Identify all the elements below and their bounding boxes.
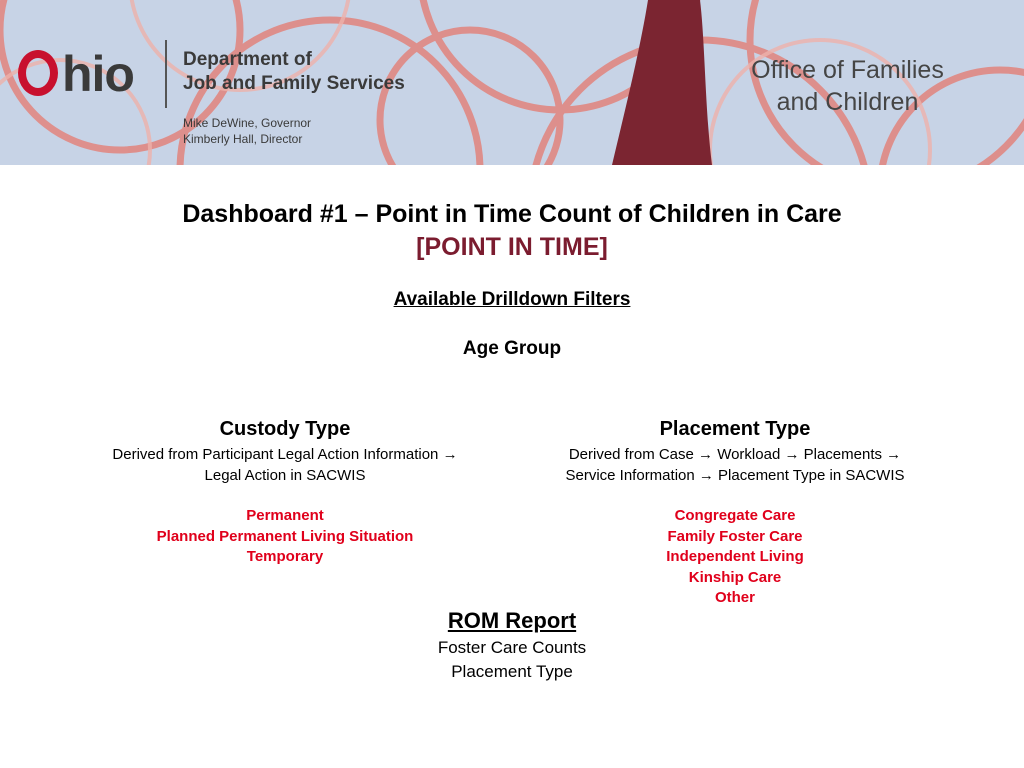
office-line-2: and Children <box>776 88 919 116</box>
custody-type-derivation <box>60 444 510 486</box>
placement-derivation-line-1: Derived from Case → Workload → Placements → <box>568 446 902 463</box>
governor-name: Mike DeWine, Governor <box>183 116 312 130</box>
list-item: Family Foster Care <box>667 527 803 545</box>
department-name <box>183 48 405 96</box>
rom-report-line-1: Foster Care Counts <box>437 638 587 657</box>
custody-type-section <box>60 415 510 568</box>
custody-type-heading: Custody Type <box>219 418 351 440</box>
list-item: Permanent <box>246 507 324 524</box>
ohio-logo-letters: hio <box>62 46 134 102</box>
officials <box>183 115 311 147</box>
filters-heading: Available Drilldown Filters <box>393 289 631 310</box>
placement-type-list <box>512 506 958 609</box>
rom-report-line-2: Placement Type <box>451 662 573 681</box>
placement-derivation-line-2: Service Information → Placement Type in SACWIS <box>565 467 905 484</box>
placement-type-derivation <box>512 444 958 486</box>
department-line-2: Job and Family Services <box>183 73 405 94</box>
list-item: Kinship Care <box>688 568 782 586</box>
department-line-1: Department of <box>183 49 312 70</box>
age-group-filter: Age Group <box>462 338 562 359</box>
custody-derivation-line-2: Legal Action in SACWIS <box>204 467 366 484</box>
list-item: Temporary <box>246 548 324 565</box>
header-banner <box>0 0 1024 165</box>
director-name: Kimberly Hall, Director <box>183 132 303 146</box>
rom-report-section <box>0 606 1024 684</box>
placement-type-section <box>512 415 958 609</box>
list-item: Congregate Care <box>674 507 796 524</box>
page-title: Dashboard #1 – Point in Time Count of Children in Care <box>182 200 842 228</box>
list-item: Other <box>714 589 755 606</box>
office-name <box>700 54 995 118</box>
list-item: Independent Living <box>666 548 804 565</box>
rom-report-title: ROM Report <box>447 608 577 633</box>
placement-type-heading: Placement Type <box>659 418 811 440</box>
ohio-logo-o-mark <box>18 50 58 96</box>
custody-derivation-line-1: Derived from Participant Legal Action Information → <box>112 446 458 463</box>
header-divider <box>165 40 167 108</box>
office-line-1: Office of Families <box>751 56 944 84</box>
custody-type-list <box>60 506 510 568</box>
page-subtitle: [POINT IN TIME] <box>416 233 608 261</box>
list-item: Planned Permanent Living Situation <box>156 527 414 545</box>
